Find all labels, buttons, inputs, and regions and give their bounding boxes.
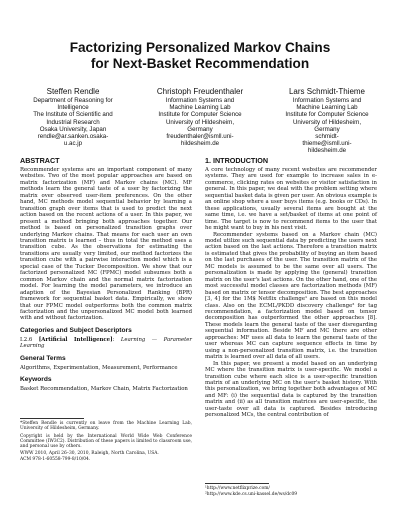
intro-paragraph: In this paper, we present a model based on an underlying MC where the transition matrix is user-specific. We model a transition cube where each slice is a user-specific transition matrix of an underlying MC on the user's basket history. With this personalization, we bring together both advantages of MC and MF: (i) the sequential data is captured by the transition matrix and (ii) as all transition matrices are user-specific, the user-taste over all data is captured. Besides introducing personalized MCs, the central contribution of (205, 360, 377, 419)
categories-bold: [Artificial Intelligence] (38, 336, 113, 343)
categories-number: I.2.6 (20, 336, 39, 343)
author-email-line: schmidt- (315, 133, 339, 141)
categories-heading: Categories and Subject Descriptors (20, 326, 132, 334)
conference-name: WWW 2010, April 26–30, 2010, Raleigh, North Carolina, USA. (20, 451, 159, 457)
kde-url-footnote: ²http://www.kde.cs.uni-kassel.de/ws/dc09 (205, 491, 298, 497)
copyright-notice: Copyright is held by the International World Wide Web Conference Committee (IW3C2). Distribution of these papers is limited to classroom use, and personal use by others. (20, 433, 192, 450)
author-affiliation-line: University of Hildesheim, (165, 118, 235, 126)
author-name: Steffen Rendle (46, 87, 100, 96)
abstract-heading: ABSTRACT (20, 156, 60, 165)
author-email-line: u.ac.jp (63, 140, 83, 148)
terms-heading: General Terms (20, 354, 66, 362)
author-block (14, 87, 386, 155)
title-line-2: for Next-Basket Recommendation (90, 56, 310, 71)
paper-title (20, 40, 380, 72)
author-affiliation-line: Information Systems and (165, 97, 235, 104)
author-3 (268, 87, 386, 155)
author-email-line: hildesheim.de (307, 147, 347, 155)
author-affiliation-line: Germany (187, 125, 213, 133)
conference-line (20, 451, 192, 462)
author-affiliation-line: Information Systems and (292, 97, 362, 104)
author-affiliation-line: Institute for Computer Science (285, 111, 369, 119)
author-affiliation-line: Intelligence (57, 104, 89, 112)
intro-paragraph: A core technology of many recent websites are recommender systems. They are used for example to increase sales in e-commerce, clicking rates on websites or visitor satisfaction in general. In this paper, we deal with the problem setting where sequential basket data is given per user. An obvious example is an online shop where a user buys items (e.g. books or CDs). In these applications, usually several items are bought at the same time, i.e. we have a set/basket of items at one point of time. The target is now to recommend items to the user that he might want to buy in his next visit. (205, 167, 377, 232)
right-column (205, 156, 377, 419)
left-footnotes (20, 421, 192, 464)
categories-text (20, 337, 192, 350)
author-affiliation-line: University of Hildesheim, (292, 118, 362, 126)
netflix-url-footnote: ¹http://www.netflixprize.com/ (205, 486, 270, 491)
author-affiliation-line: Department of Reasoning for (33, 97, 113, 104)
left-column (20, 156, 192, 393)
acm-number: ACM 978-1-60558-799-8/10/04. (20, 456, 91, 462)
categories-rest: : Learning — Parameter Learning (20, 336, 192, 350)
intro-paragraph: Recommender systems based on a Markov chain (MC) model utilize such sequential data by predicting the users next action based on the last actions. Therefore a transition matrix is estimated that gives the probability of buying an item based on the last purchases of the user. The transition matrix of the MC models is assumed to be the same over all users. The personalization is made by applying the (general) transition matrix on the user's last actions. On the other hand, one of the most successful model classes are factorization methods (MF) based on matrix or tensor decomposition. The best approaches [3, 4] for the 1M$ Netflix challenge¹ are based on this model class. Also on the ECML/PKDD discovery challenge² for tag recommendation, a factorization model based on tensor decomposition has outperformed the other approaches [8]. These models learn the general taste of the user disregarding sequential information. Beside MF and MC there are other approaches: MF uses all data to learn the general taste of the user whereas MC can capture sequence effects in time by using a non-personalized transition matrix, i.e. the transition matrix is learned over all data of all users. (205, 231, 377, 361)
author-footnote: *Steffen Rendle is currently on leave from the Machine Learning Lab, University of Hildesheim, Germany. (20, 421, 192, 432)
author-affiliation-line: Germany (314, 125, 340, 133)
right-footnotes (205, 486, 377, 497)
terms-text: Algorithms, Experimentation, Measurement, Performance (20, 364, 178, 371)
author-2 (141, 87, 259, 155)
author-name: Lars Schmidt-Thieme (288, 87, 366, 96)
author-email-line: freudenthaler@ismll.uni- (166, 133, 234, 141)
author-name: Christoph Freudenthaler (156, 87, 244, 96)
author-affiliation-line: Industrial Research (46, 118, 100, 126)
keywords-heading: Keywords (20, 376, 52, 384)
author-affiliation-line: The Institute of Scientific and (33, 111, 113, 119)
author-email-line: rendle@ar.sanken.osaka- (37, 133, 109, 141)
author-email-line: thieme@ismll.uni- (302, 140, 352, 148)
footnote-divider (20, 418, 84, 419)
author-affiliation-line: Machine Learning Lab (169, 104, 231, 112)
footnote-divider (205, 483, 269, 484)
keywords-text: Basket Recommendation, Markov Chain, Matrix Factorization (20, 386, 188, 393)
introduction-heading: 1. INTRODUCTION (205, 156, 269, 165)
author-1 (14, 87, 132, 155)
author-affiliation-line: Osaka University, Japan (39, 125, 107, 133)
author-affiliation-line: Institute for Computer Science (158, 111, 242, 119)
title-line-1: Factorizing Personalized Markov Chains (69, 40, 331, 55)
author-affiliation-line: Machine Learning Lab (296, 104, 358, 112)
abstract-text: Recommender systems are an important component of many websites. Two of the most popular approaches are based on matrix factorization (MF) and Markov chains (MC). MF methods learn the general taste of a user by factorizing the matrix over observed user-item preferences. On the other hand, MC methods model sequential behavior by learning a transition graph over items that is used to predict the next action based on the recent actions of a user. In this paper, we present a method bringing both approaches together. Our method is based on personalized transition graphs over underlying Markov chains. That means for each user an own transition matrix is learned – thus in total the method uses a transition cube. As the observations for estimating the transitions are usually very limited, our method factorizes the transition cube with a pairwise interaction model which is a special case of the Tucker Decomposition. We show that our factorized personalized MC (FPMC) model subsumes both a common Markov chain and the normal matrix factorization model. For learning the model parameters, we introduce an adaption of the Bayesian Personalized Ranking (BPR) framework for sequential basket data. Empirically, we show that our FPMC model outperforms both the common matrix factorization and the unpersonalized MC model both learned with and without factorization. (20, 167, 192, 322)
author-email-line: hildesheim.de (180, 140, 220, 148)
